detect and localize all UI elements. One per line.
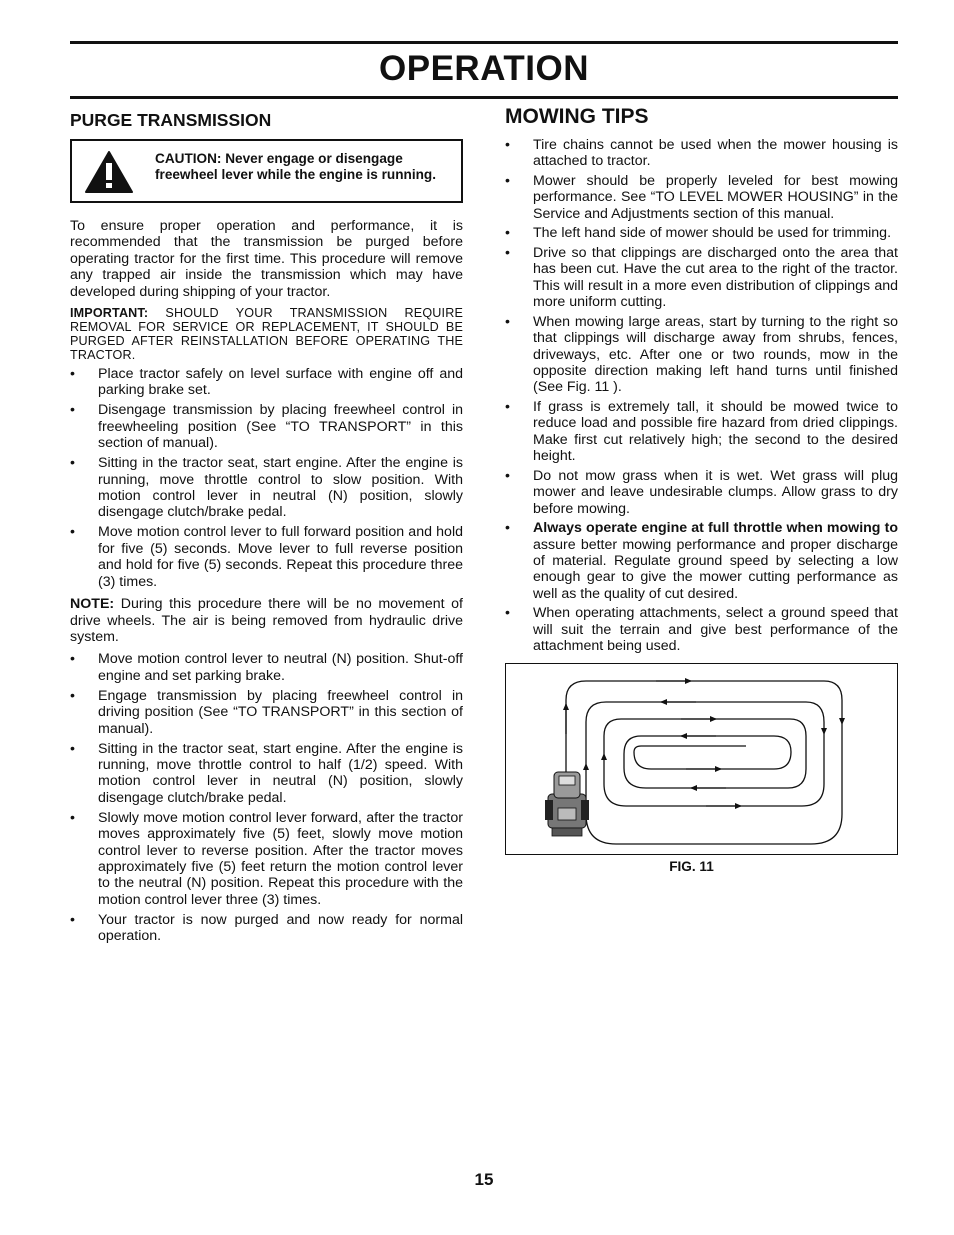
caution-text: CAUTION: Never engage or disengage freewheel lever while the engine is running.: [155, 151, 437, 182]
list-item: • Mower should be properly leveled for best mowing performance. See “TO LEVEL MOWER HOUSING” in the Service and Adjustments section of this manual.: [505, 173, 898, 222]
note-label: NOTE:: [70, 596, 115, 613]
throttle-text: assure better mowing performance and proper discharge of material. Regulate ground speed by selecting a low enough gear to give the mower cutting performance as well as the quality of cut desired.: [533, 536, 898, 602]
list-item: • Drive so that clippings are discharged onto the area that has been cut. Have the cut area to the right of the tractor. This will result in a more even distribution of clippings and more uniform cutting.: [505, 245, 898, 311]
path-loop-inner: [634, 736, 791, 769]
list-item: • Move motion control lever to neutral (N) position. Shut-off engine and set parking brake.: [70, 651, 463, 684]
mowing-pattern-figure: [505, 663, 898, 855]
warning-triangle-icon: [84, 150, 134, 194]
list-item: • Disengage transmission by placing freewheel control in freewheeling position (See “TO TRANSPORT” in this section of manual).: [70, 402, 463, 451]
figure-caption: FIG. 11: [669, 858, 714, 874]
list-item: • Slowly move motion control lever forward, after the tractor moves approximately five (5) feet, slowly move motion control lever to reverse position. After the tractor moves approximately five (5) feet return the motion control lever to the neutral (N) position. Repeat this procedure with the motion control lever three (3) times.: [70, 810, 463, 908]
important-label: IMPORTANT:: [70, 306, 149, 321]
purge-steps-b: [70, 651, 463, 944]
throttle-bold-text: Always operate engine at full throttle when mowing to: [533, 520, 898, 537]
list-item: • Tire chains cannot be used when the mower housing is attached to tractor.: [505, 137, 898, 170]
header-rule-bottom: [70, 96, 898, 99]
purge-section: [70, 110, 463, 951]
tractor-icon: [545, 772, 589, 836]
mowing-section: [505, 105, 898, 875]
list-item: • When mowing large areas, start by turning to the right so that clippings will discharge away from shrubs, fences, driveways, etc. After one or two rounds, mow in the opposite direction making left hand turns until finished (See Fig. 11 ).: [505, 314, 898, 396]
purge-heading: PURGE TRANSMISSION: [70, 110, 272, 130]
purge-note: [70, 596, 463, 645]
caution-box: [70, 139, 463, 203]
purge-intro: To ensure proper operation and performance, it is recommended that the transmission be purged before operating tractor for the first time. This procedure will remove any trapped air inside the transmission which may have developed during shipping of your tractor.: [70, 218, 463, 300]
list-item: • Sitting in the tractor seat, start engine. After the engine is running, move throttle control to slow position. With motion control lever in neutral (N) position, slowly disengage clutch/brake pedal.: [70, 455, 463, 521]
list-item: [505, 520, 898, 602]
list-item: • Place tractor safely on level surface with engine off and parking brake set.: [70, 366, 463, 399]
list-item: • If grass is extremely tall, it should be mowed twice to reduce load and possible fire hazard from dried clippings. Make first cut relatively high; the second to the desired height.: [505, 399, 898, 465]
mowing-heading: MOWING TIPS: [505, 105, 649, 128]
list-item: • Engage transmission by placing freewheel control in driving position (See “TO TRANSPORT” in this section of manual).: [70, 688, 463, 737]
list-item: • The left hand side of mower should be used for trimming.: [505, 225, 898, 241]
header-rule-top: [70, 41, 898, 44]
list-item: • Do not mow grass when it is wet. Wet grass will plug mower and leave undesirable clumps. Allow grass to dry before mowing.: [505, 468, 898, 517]
important-text: SHOULD YOUR TRANSMISSION REQUIRE REMOVAL FOR SERVICE OR REPLACEMENT, IT SHOULD BE PURGED AFTER REINSTALLATION BEFORE OPERATING THE TRACTOR.: [70, 306, 463, 363]
list-item: • When operating attachments, select a ground speed that will suit the terrain and give best performance of the attachment being used.: [505, 605, 898, 654]
list-item: • Sitting in the tractor seat, start engine. After the engine is running, move throttle control to half (1/2) speed. With motion control lever in neutral (N) position, slowly disengage clutch/brake pedal.: [70, 741, 463, 807]
purge-steps-a: [70, 366, 463, 590]
mowing-tips-list: [505, 137, 898, 655]
mowing-pattern-diagram: [506, 664, 896, 852]
note-text: During this procedure there will be no movement of drive wheels. The air is being removed from hydraulic drive system.: [70, 596, 463, 645]
list-item: • Move motion control lever to full forward position and hold for five (5) seconds. Move lever to full reverse position and hold for five (5) seconds. Repeat this procedure three (3) times.: [70, 524, 463, 590]
important-note: [70, 306, 463, 362]
path-loop-outer: [566, 681, 842, 804]
page-title: OPERATION: [379, 49, 589, 88]
list-item: • Your tractor is now purged and now ready for normal operation.: [70, 912, 463, 945]
page-number: 15: [474, 1170, 494, 1189]
